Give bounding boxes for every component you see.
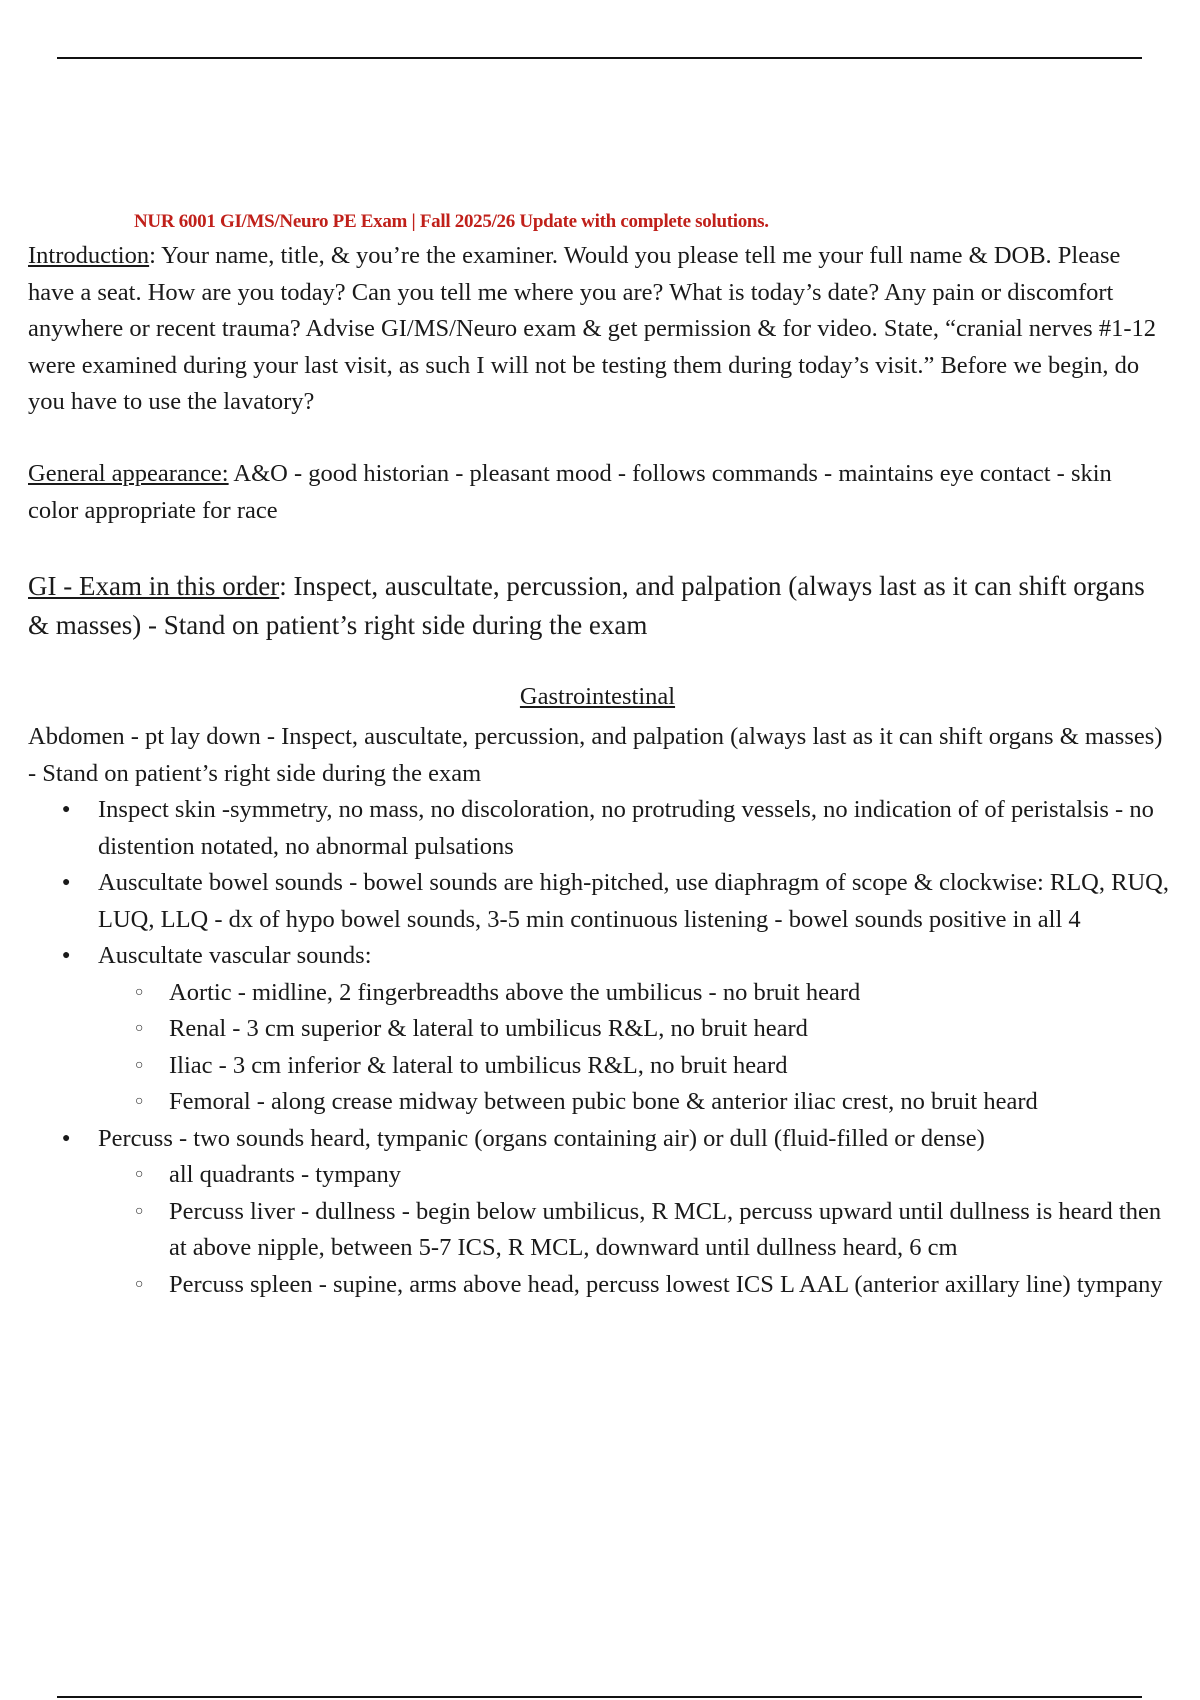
sub-list-item: ○ all quadrants - tympany bbox=[28, 1157, 1173, 1194]
gi-exam-order-label: GI - Exam in this order bbox=[28, 571, 280, 601]
sub-list-item: ○ Percuss spleen - supine, arms above head, percuss lowest ICS L AAL (anterior axillary line) tympany bbox=[28, 1267, 1173, 1304]
list-item: ● Percuss - two sounds heard, tympanic (organs containing air) or dull (fluid-filled or dense) bbox=[28, 1121, 1173, 1158]
gi-exam-order-text: : Inspect, auscultate, percussion, and palpation (always last as it can shift organs & masses) - Stand on patient’s right side during the exam bbox=[28, 571, 1145, 640]
section-heading: Gastrointestinal bbox=[519, 683, 676, 710]
gi-exam-order-paragraph bbox=[28, 567, 1168, 645]
sub-list-item: ○ Renal - 3 cm superior & lateral to umbilicus R&L, no bruit heard bbox=[28, 1011, 1173, 1048]
sub-list-item: ○ Percuss liver - dullness - begin below umbilicus, R MCL, percuss upward until dullness is heard then at above nipple, between 5-7 ICS, R MCL, downward until dullness heard, 6 cm bbox=[28, 1194, 1173, 1267]
introduction-label: Introduction bbox=[28, 242, 150, 269]
sub-list-item: ○ Iliac - 3 cm inferior & lateral to umbilicus R&L, no bruit heard bbox=[28, 1048, 1173, 1085]
list-item: ● Auscultate vascular sounds: bbox=[28, 938, 1173, 975]
list-item: ● Auscultate bowel sounds - bowel sounds are high-pitched, use diaphragm of scope & clockwise: RLQ, RUQ, LUQ, LLQ - dx of hypo bowel sounds, 3-5 min continuous listening - bowel sounds positive in all 4 bbox=[28, 865, 1173, 938]
abdomen-paragraph: Abdomen - pt lay down - Inspect, auscultate, percussion, and palpation (always last as it can shift organs & masses) - Stand on patient’s right side during the exam bbox=[28, 723, 1163, 787]
document-title: NUR 6001 GI/MS/Neuro PE Exam | Fall 2025/26 Update with complete solutions. bbox=[134, 211, 769, 232]
exam-findings-list bbox=[28, 792, 1173, 1303]
general-appearance-paragraph bbox=[28, 456, 1168, 529]
introduction-paragraph bbox=[28, 238, 1168, 421]
sub-list-item: ○ Femoral - along crease midway between pubic bone & anterior iliac crest, no bruit heard bbox=[28, 1084, 1173, 1121]
general-appearance-text: A&O - good historian - pleasant mood - follows commands - maintains eye contact - skin color appropriate for race bbox=[28, 460, 1112, 524]
list-item: ● Inspect skin -symmetry, no mass, no discoloration, no protruding vessels, no indication of of peristalsis - no distention notated, no abnormal pulsations bbox=[28, 792, 1173, 865]
top-divider bbox=[57, 57, 1142, 59]
general-appearance-label: General appearance: bbox=[28, 460, 229, 487]
bottom-divider bbox=[57, 1696, 1142, 1698]
introduction-text: : Your name, title, & you’re the examiner. Would you please tell me your full name & DOB. Please have a seat. How are you today? Can you tell me where you are? What is today’s date? Any pain or discomfort anywhere or recent trauma? Advise GI/MS/Neuro exam & get permission & for video. State, “cranial nerves #1-12 were examined during your last visit, as such I will not be testing them during today’s visit.” Before we begin, do you have to use the lavatory? bbox=[28, 242, 1157, 415]
sub-list-item: ○ Aortic - midline, 2 fingerbreadths above the umbilicus - no bruit heard bbox=[28, 975, 1173, 1012]
